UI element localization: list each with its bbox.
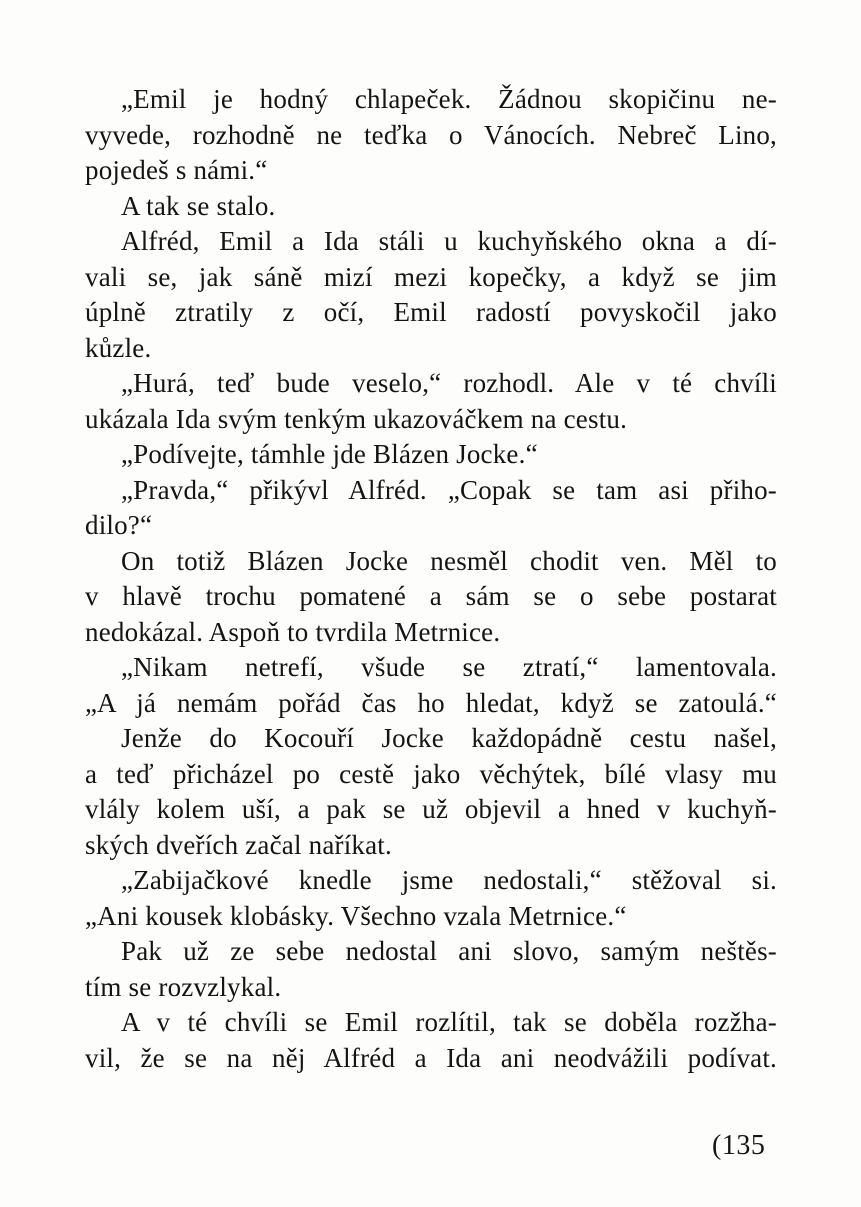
text-line: v hlavě trochu pomatené a sám se o sebe postarat	[85, 581, 777, 611]
text-line: „Hurá, teď bude veselo,“ rozhodl. Ale v té chvíli	[121, 368, 777, 398]
text-line: dilo?“	[85, 510, 153, 540]
text-line: kůzle.	[85, 332, 152, 363]
text-line: úplně ztratily z očí, Emil radostí povyskočil jako	[85, 297, 777, 327]
text-line: Jenže do Kocouří Jocke každopádně cestu našel,	[121, 723, 777, 753]
text-line: „A já nemám pořád čas ho hledat, když se zatoulá.“	[85, 687, 777, 718]
text-line: „Emil je hodný chlapeček. Žádnou skopičinu ne-	[121, 84, 777, 114]
text-line: A v té chvíli se Emil rozlítil, tak se doběla rozžha-	[121, 1007, 777, 1037]
text-line: „Zabijačkové knedle jsme nedostali,“ stěžoval si.	[121, 865, 777, 895]
text-line: nedokázal. Aspoň to tvrdila Metrnice.	[85, 616, 501, 647]
text-line: tím se rozvzlykal.	[85, 971, 282, 1002]
text-line: On totiž Blázen Jocke nesměl chodit ven. Měl to	[121, 545, 777, 576]
text-line: ských dveřích začal naříkat.	[85, 829, 392, 860]
text-line: a teď přicházel po cestě jako věchýtek, bílé vlasy mu	[85, 758, 777, 789]
text-line: Alfréd, Emil a Ida stáli u kuchyňského okna a dí-	[121, 226, 777, 256]
text-line: Pak už ze sebe nedostal ani slovo, samým neštěs-	[121, 936, 777, 966]
text-line: vil, že se na něj Alfréd a Ida ani neodvážili podívat.	[85, 1042, 777, 1073]
page-number: (135	[712, 1130, 766, 1161]
page-text	[85, 82, 777, 1076]
text-line: A tak se stalo.	[121, 190, 276, 221]
text-line: „Ani kousek klobásky. Všechno vzala Metrnice.“	[85, 900, 627, 931]
text-line: ukázala Ida svým tenkým ukazováčkem na cestu.	[85, 403, 628, 434]
text-line: „Pravda,“ přikývl Alfréd. „Copak se tam asi přiho-	[121, 474, 777, 505]
text-line: „Nikam netrefí, všude se ztratí,“ lamentovala.	[121, 652, 777, 682]
text-line: vyvede, rozhodně ne teďka o Vánocích. Nebreč Lino,	[85, 119, 777, 150]
text-line: vlály kolem uší, a pak se už objevil a hned v kuchyň-	[85, 794, 777, 824]
text-line: vali se, jak sáně mizí mezi kopečky, a když se jim	[85, 261, 777, 292]
text-line: „Podívejte, támhle jde Blázen Jocke.“	[121, 439, 538, 469]
text-line: pojedeš s námi.“	[85, 155, 268, 185]
